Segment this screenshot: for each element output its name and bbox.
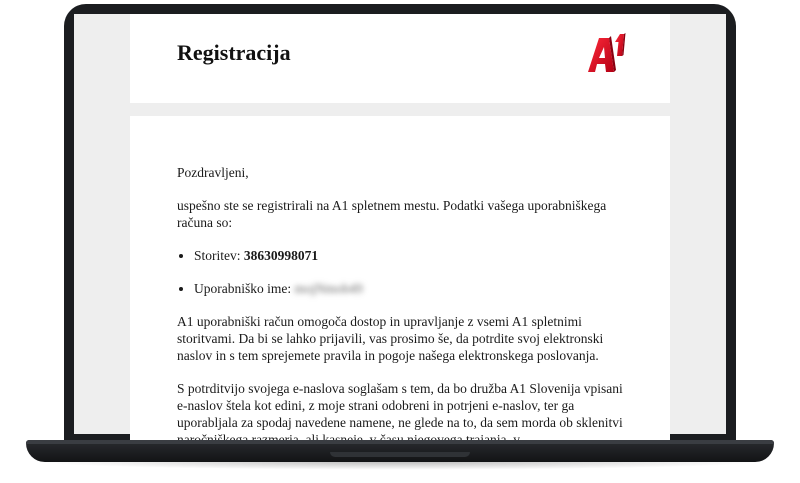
service-value: 38630998071 <box>243 248 319 263</box>
laptop-notch <box>330 452 470 457</box>
laptop-screen <box>74 14 726 434</box>
consent-paragraph: S potrditvijo svojega e-naslova soglašam s tem, da bo družba A1 Slovenija vpisani e-naslov štela kot edini, z moje strani odobreni in potrjeni e-naslov, ter ga uporabljala za spodaj navedene namene, ne glede na to, da sem morda ob sklenitvi <box>177 381 623 430</box>
username-label: Uporabniško ime: <box>194 281 292 296</box>
service-label: Storitev: <box>194 248 241 263</box>
greeting-text: Pozdravljeni, <box>177 165 249 180</box>
info-paragraph: A1 uporabniški račun omogoča dostop in upravljanje z vsemi A1 spletnimi storitvami. Da bi se lahko prijavili, vas prosimo še, da potrdite svoj elektronski naslov in s tem sprejemete pravila in pogoje našega elektronskega poslovanja. <box>177 314 604 363</box>
account-details-list <box>177 247 627 297</box>
list-item-service <box>194 247 627 264</box>
username-value: mojNmob49 <box>294 281 363 296</box>
laptop-base-rim <box>26 440 774 444</box>
email-header <box>130 14 670 103</box>
a1-logo-icon <box>578 30 626 76</box>
list-item-username <box>194 280 627 297</box>
page-title: Registracija <box>177 40 291 65</box>
email-body <box>130 116 670 456</box>
intro-text: uspešno ste se registrirali na A1 spletnem mestu. Podatki vašega uporabniškega računa so: <box>177 198 607 230</box>
email-content <box>177 164 627 464</box>
